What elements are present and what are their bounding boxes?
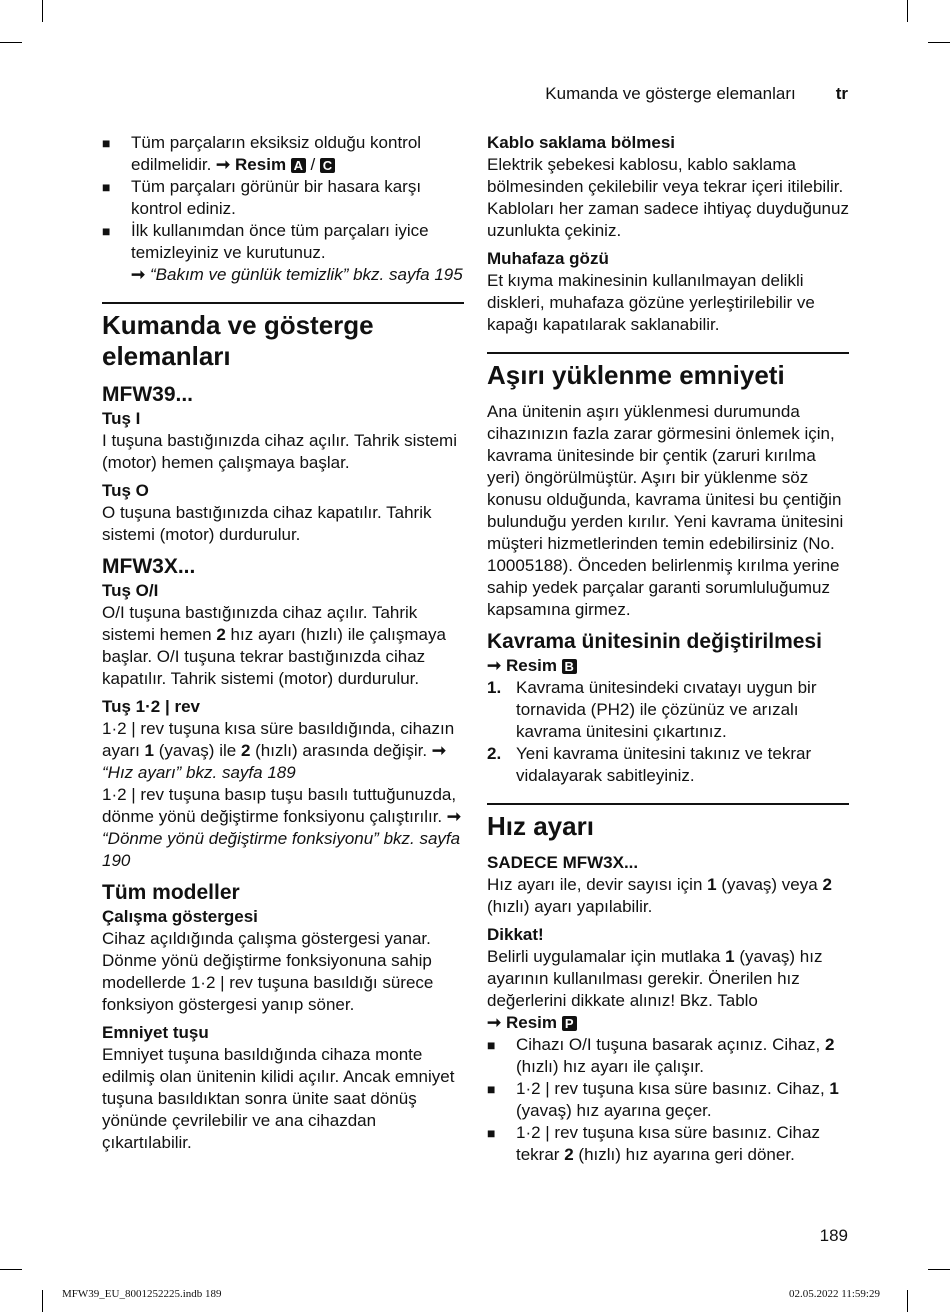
- page-number: 189: [819, 1226, 848, 1245]
- arrow-icon: ➞: [131, 265, 146, 284]
- crop-mark: [0, 1269, 22, 1270]
- crop-mark: [42, 1290, 43, 1312]
- subsection-heading: Tüm modeller: [102, 881, 240, 904]
- arrow-icon: ➞: [487, 656, 502, 675]
- warning-label: Dikkat!: [487, 925, 544, 944]
- crop-mark: [907, 1290, 908, 1312]
- paragraph: I tuşuna bastığınızda cihaz açılır. Tahrik sistemi (motor) hemen çalışmaya başlar.: [102, 431, 457, 472]
- figure-letter-badge: A: [291, 158, 306, 173]
- square-bullet-icon: ■: [487, 1125, 496, 1141]
- square-bullet-icon: ■: [102, 179, 111, 195]
- running-header: [545, 84, 848, 104]
- section-divider: [102, 302, 464, 304]
- paragraph: 1·2 | rev tuşuna basıp tuşu basılı tuttuğunuzda, dönme yönü değiştirme fonksiyonu çalıştırılır. ➞ “Dönme yönü değiştirme fonksiyonu” bkz. sayfa 190: [102, 785, 462, 870]
- button-label: Tuş I: [102, 409, 141, 428]
- paragraph: Elektrik şebekesi kablosu, kablo saklama bölmesinden çekilebilir veya tekrar içeri itilebilir. Kabloları her zaman sadece ihtiyaç duyduğunuz uzunlukta çekiniz.: [487, 155, 849, 240]
- section-heading: Hız ayarı: [487, 811, 594, 841]
- button-label: Tuş 1·2 | rev: [102, 697, 200, 716]
- header-title: Kumanda ve gösterge elemanları: [545, 84, 796, 103]
- list-item: [102, 132, 464, 176]
- square-bullet-icon: ■: [487, 1081, 496, 1097]
- list-item: ■ Cihazı O/I tuşuna basarak açınız. Cihaz, 2 (hızlı) hız ayarı ile çalışır.: [487, 1035, 835, 1076]
- bullet-text: İlk kullanımdan önce tüm parçaları iyice temizleyiniz ve kurutunuz.: [131, 221, 429, 262]
- model-heading: MFW3X...: [102, 555, 196, 578]
- paragraph: O tuşuna bastığınızda cihaz kapatılır. Tahrik sistemi (motor) durdurulur.: [102, 503, 432, 544]
- paragraph: Hız ayarı ile, devir sayısı için 1 (yavaş) veya 2 (hızlı) ayarı yapılabilir.: [487, 875, 832, 916]
- list-item: [102, 220, 464, 286]
- feature-label: Muhafaza gözü: [487, 249, 609, 268]
- crop-mark: [42, 0, 43, 22]
- arrow-icon: ➞: [487, 1013, 502, 1032]
- figure-letter-badge: C: [320, 158, 335, 173]
- print-slug-date: 02.05.2022 11:59:29: [789, 1288, 880, 1300]
- section-divider: [487, 803, 849, 805]
- paragraph: Ana ünitenin aşırı yüklenmesi durumunda cihazınızın fazla zarar görmesini önlemek için, kavrama ünitesinde bir çentik (zaruri kırılma yeri) öngörülmüştür. Aşırı bir yüklenme söz konusu olduğunda, kavrama ünitesi bu çentiğin bulunduğu yerden kırılır. Yeni kavrama ünitesini müşteri hizmetlerinden temin edebilirsiniz (No. 10005188). Önceden belirlenmiş kırılma yerine sahip yedek parçalar garanti sorumluluğumuz kapsamına girmez.: [487, 402, 844, 619]
- paragraph: O/I tuşuna bastığınızda cihaz açılır. Tahrik sistemi hemen 2 hız ayarı (hızlı) ile çalışmaya başlar. O/I tuşuna tekrar bastığınızda cihaz kapatılır. Tahrik sistemi (motor) durdurulur.: [102, 603, 446, 688]
- paragraph: 1·2 | rev tuşuna kısa süre basıldığında, cihazın ayarı 1 (yavaş) ile 2 (hızlı) arasında değişir. ➞ “Hız ayarı” bkz. sayfa 189: [102, 719, 455, 782]
- figure-letter-badge: P: [562, 1016, 577, 1031]
- list-item: [487, 743, 849, 787]
- feature-label: Kablo saklama bölmesi: [487, 133, 676, 152]
- step-text: Kavrama ünitesindeki cıvatayı uygun bir tornavida (PH2) ile çözünüz ve arızalı kavrama ünitesini çıkartınız.: [516, 678, 817, 741]
- section-divider: [487, 352, 849, 354]
- paragraph: Cihaz açıldığında çalışma göstergesi yanar. Dönme yönü değiştirme fonksiyonuna sahip modellerde 1·2 | rev tuşuna basıldığı sürece fonksiyon göstergesi yanıp söner.: [102, 929, 434, 1014]
- figure-reference: ➞ Resim B: [487, 655, 849, 677]
- list-item: [102, 176, 464, 220]
- paragraph: Belirli uygulamalar için mutlaka 1 (yavaş) hız ayarının kullanılması gerekir. Önerilen hız değerlerini dikkate alınız! Bkz. Tablo: [487, 947, 823, 1010]
- square-bullet-icon: ■: [487, 1037, 496, 1053]
- bullet-text: Tüm parçaların eksiksiz olduğu kontrol edilmelidir.: [131, 133, 422, 174]
- figure-letter-badge: B: [562, 659, 577, 674]
- step-number: 2.: [487, 744, 502, 763]
- right-column: [487, 132, 849, 1166]
- subsection-heading: Kavrama ünitesinin değiştirilmesi: [487, 630, 822, 653]
- list-item: [487, 677, 849, 743]
- language-code: tr: [835, 84, 848, 103]
- step-number: 1.: [487, 678, 502, 697]
- model-note: SADECE MFW3X...: [487, 853, 639, 872]
- cross-reference: “Bakım ve günlük temizlik” bkz. sayfa 195: [149, 265, 463, 284]
- figure-reference: ➞ Resim P: [487, 1012, 849, 1034]
- cross-reference: “Dönme yönü değiştirme fonksiyonu” bkz. sayfa 190: [102, 829, 461, 870]
- crop-mark: [928, 42, 950, 43]
- figure-ref-label: Resim: [235, 155, 287, 174]
- print-slug-file: MFW39_EU_8001252225.indb 189: [62, 1288, 222, 1300]
- arrow-icon: ➞: [431, 741, 447, 760]
- separator: /: [310, 155, 316, 174]
- square-bullet-icon: ■: [102, 223, 111, 239]
- cross-reference: “Hız ayarı” bkz. sayfa 189: [102, 763, 296, 782]
- crop-mark: [907, 0, 908, 22]
- square-bullet-icon: ■: [102, 135, 111, 151]
- button-label: Tuş O: [102, 481, 149, 500]
- button-label: Tuş O/I: [102, 581, 159, 600]
- section-heading: Aşırı yüklenme emniyeti: [487, 360, 785, 390]
- feature-label: Çalışma göstergesi: [102, 907, 258, 926]
- feature-label: Emniyet tuşu: [102, 1023, 209, 1042]
- arrow-icon: ➞: [216, 155, 231, 174]
- crop-mark: [0, 42, 22, 43]
- list-item: ■ 1·2 | rev tuşuna kısa süre basınız. Cihaz, 1 (yavaş) hız ayarına geçer.: [487, 1079, 839, 1120]
- step-text: Yeni kavrama ünitesini takınız ve tekrar vidalayarak sabitleyiniz.: [516, 744, 812, 785]
- model-heading: MFW39...: [102, 383, 194, 406]
- paragraph: Et kıyma makinesinin kullanılmayan delikli diskleri, muhafaza gözüne yerleştirilebilir ve kapağı kapatılarak saklanabilir.: [487, 271, 815, 334]
- paragraph: Emniyet tuşuna basıldığında cihaza monte edilmiş olan ünitenin kilidi açılır. Ancak emniyet tuşuna basıldıktan sonra ünite saat dönüş yönünde çevrilebilir ve ana cihazdan çıkartılabilir.: [102, 1045, 455, 1152]
- left-column: [102, 132, 464, 1154]
- crop-mark: [928, 1269, 950, 1270]
- arrow-icon: ➞: [446, 807, 462, 826]
- bullet-text: Tüm parçaları görünür bir hasara karşı kontrol ediniz.: [131, 177, 422, 218]
- section-heading: Kumanda ve gösterge elemanları: [102, 310, 374, 371]
- list-item: ■ 1·2 | rev tuşuna kısa süre basınız. Cihaz tekrar 2 (hızlı) hız ayarına geri döner.: [487, 1123, 820, 1164]
